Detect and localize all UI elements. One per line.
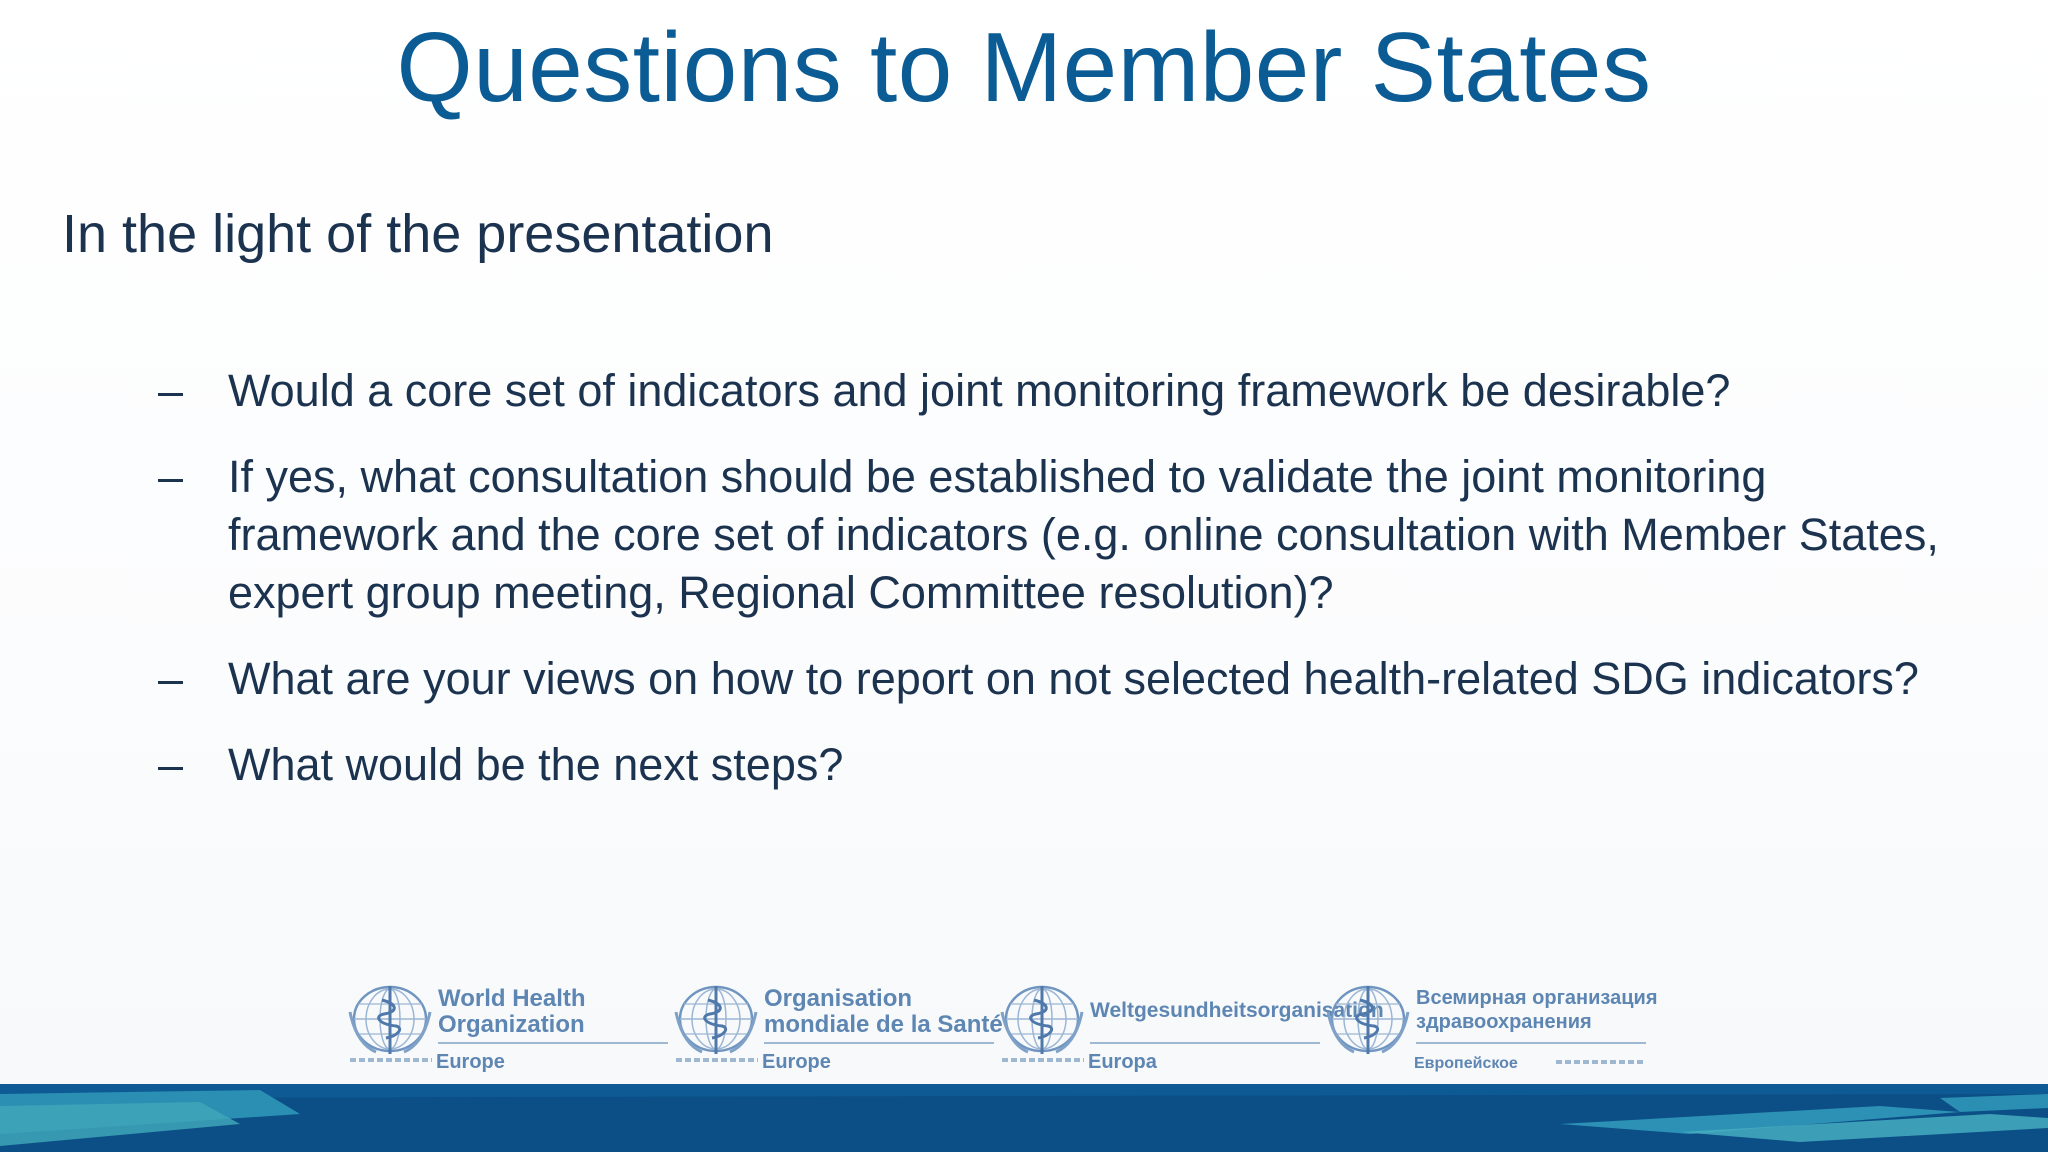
bullet-item <box>158 448 1988 622</box>
logo-name: World Health Organization <box>438 985 586 1038</box>
who-emblem-icon <box>1000 982 1084 1056</box>
logo-small-print <box>350 1058 432 1062</box>
bullet-text: If yes, what consultation should be established to validate the joint monitoring framework and the core set of indicators (e.g. online consultation with Member States, expert group meeting, Regional Committee resolution)? <box>228 451 1939 618</box>
who-logo-strip <box>348 976 1708 1084</box>
bullet-item <box>158 650 1988 708</box>
bullet-dash: – <box>158 739 184 790</box>
bullet-item <box>158 362 1988 420</box>
who-emblem-icon <box>348 982 432 1056</box>
bullet-text: What are your views on how to report on not selected health-related SDG indicators? <box>228 653 1919 704</box>
logo-divider <box>1416 1042 1646 1044</box>
logo-who-german <box>1000 976 1384 1084</box>
bullet-dash: – <box>158 653 184 704</box>
who-emblem-icon <box>1326 982 1410 1056</box>
logo-divider <box>1090 1042 1320 1044</box>
logo-name: Weltgesundheitsorganisation <box>1090 999 1384 1022</box>
logo-region: Europe <box>762 1051 831 1073</box>
bullet-text: Would a core set of indicators and joint monitoring framework be desirable? <box>228 365 1731 416</box>
bullet-item <box>158 736 1988 794</box>
logo-small-print <box>1556 1060 1646 1064</box>
logo-name: Organisation mondiale de la Santé <box>764 985 1003 1038</box>
logo-small-print <box>676 1058 758 1062</box>
logo-region: Europe <box>436 1051 505 1073</box>
logo-small-print <box>1002 1058 1084 1062</box>
logo-who-english <box>348 976 674 1084</box>
logo-region: Европейское <box>1414 1055 1518 1072</box>
slide-title: Questions to Member States <box>396 12 1652 122</box>
logo-region: Europa <box>1088 1051 1157 1073</box>
who-emblem-icon <box>674 982 758 1056</box>
bullet-dash: – <box>158 365 184 416</box>
slide-subtitle: In the light of the presentation <box>62 204 774 264</box>
bullet-text: What would be the next steps? <box>228 739 844 790</box>
bullet-dash: – <box>158 451 184 502</box>
bullet-list <box>158 362 1988 822</box>
logo-divider <box>764 1042 994 1044</box>
footer-band <box>0 1084 2048 1152</box>
logo-who-french <box>674 976 1003 1084</box>
logo-divider <box>438 1042 668 1044</box>
logo-who-russian <box>1326 976 1658 1084</box>
logo-name: Всемирная организация здравоохранения <box>1416 987 1658 1033</box>
